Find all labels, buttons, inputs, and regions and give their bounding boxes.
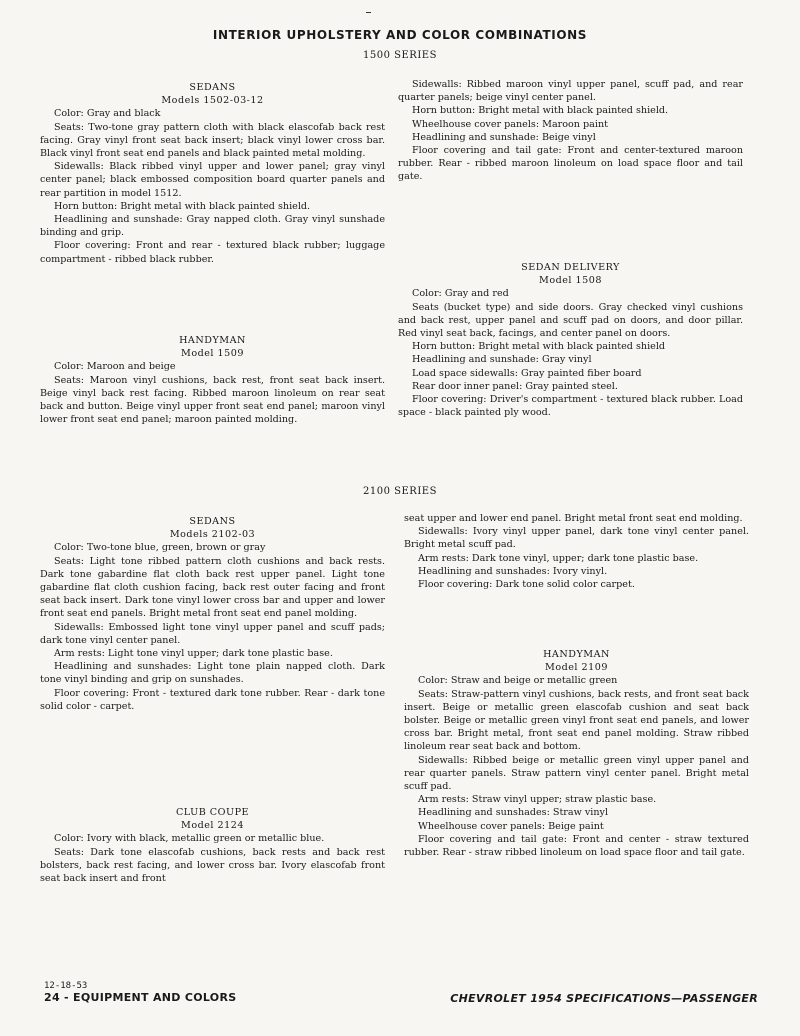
color-line: Color: Ivory with black, metallic green or metallic blue. (54, 833, 325, 845)
model-number: Model 2109 (545, 662, 608, 674)
section-title: HANDYMAN (543, 649, 610, 660)
section-title: SEDAN DELIVERY (521, 262, 620, 273)
headlining-line: Headlining and sunshade: Gray vinyl (412, 354, 592, 366)
seats-paragraph: Seats: Light tone ribbed pattern cloth cushions and back rests. Dark tone gabardine flat cloth back rest upper panel. Light tone gabardine flat cloth cushion facing, back rest outer facing and front seat back insert. Dark tone vinyl lower cross bar and upper and lower front seat end panels. Bright metal front seat end panel molding. (40, 555, 385, 620)
wheelhouse-line: Wheelhouse cover panels: Maroon paint (412, 118, 608, 130)
section-1500-sedan-delivery (398, 261, 743, 419)
load-sidewalls-line: Load space sidewalls: Gray painted fiber board (412, 367, 642, 379)
model-number: Model 2124 (181, 820, 244, 832)
section-2100-club-coupe-continued (404, 512, 749, 591)
floor-line: Floor covering: Dark tone solid color carpet. (418, 579, 635, 591)
arm-rests-line: Arm rests: Straw vinyl upper; straw plastic base. (418, 794, 657, 806)
rear-door-line: Rear door inner panel: Gray painted steel. (412, 380, 618, 392)
page-title: INTERIOR UPHOLSTERY AND COLOR COMBINATIONS (212, 28, 588, 42)
sidewalls-paragraph: Sidewalls: Ribbed beige or metallic green vinyl upper panel and rear quarter panels. Straw pattern vinyl center panel. Bright metal scuff pad. (404, 754, 749, 793)
section-title: HANDYMAN (179, 335, 246, 346)
floor-paragraph: Floor covering: Front - textured dark tone rubber. Rear - dark tone solid color - carpet. (40, 687, 385, 712)
footer-publication-title: CHEVROLET 1954 SPECIFICATIONS—PASSENGER (450, 992, 758, 1005)
section-2100-club-coupe (40, 806, 385, 885)
section-1500-handyman (40, 334, 385, 426)
section-title: SEDANS (189, 516, 236, 527)
section-title: CLUB COUPE (175, 807, 250, 818)
footer-left (44, 981, 236, 1004)
sidewalls-paragraph: Sidewalls: Ribbed maroon vinyl upper panel, scuff pad, and rear quarter panels; beige vinyl center panel. (398, 79, 743, 104)
color-line: Color: Gray and red (412, 288, 509, 300)
color-line: Color: Straw and beige or metallic green (418, 675, 618, 687)
seats-paragraph: Seats: Two-tone gray pattern cloth with black elascofab back rest facing. Gray vinyl front seat back insert; black vinyl lower cross bar. Black vinyl front seat end panels and black painted metal molding. (40, 121, 385, 160)
color-line: Color: Maroon and beige (54, 361, 176, 373)
seats-paragraph: Seats: Dark tone elascofab cushions, back rests and back rest bolsters, back rest facing, and lower cross bar. Ivory elascofab front seat back insert and front (40, 846, 385, 885)
headlining-paragraph: Headlining and sunshade: Gray napped cloth. Gray vinyl sunshade binding and grip. (40, 214, 385, 239)
arm-rests-line: Arm rests: Light tone vinyl upper; dark tone plastic base. (54, 648, 333, 660)
sidewalls-paragraph: Sidewalls: Black ribbed vinyl upper and lower panel; gray vinyl center panel; black embossed composition board quarter panels and rear partition in model 1512. (40, 161, 385, 199)
scan-mark (366, 12, 371, 13)
horn-button-line: Horn button: Bright metal with black painted shield (412, 341, 666, 353)
headlining-paragraph: Headlining and sunshades: Light tone plain napped cloth. Dark tone vinyl binding and grip on sunshades. (40, 661, 385, 686)
seats-paragraph: Seats (bucket type) and side doors. Gray checked vinyl cushions and back rest, upper panel and scuff pad on doors, and door pillar. Red vinyl seat back, facings, and center panel on doors. (398, 301, 743, 340)
horn-button-line: Horn button: Bright metal with black painted shield. (412, 105, 669, 117)
model-number: Model 1508 (539, 275, 602, 287)
section-2100-handyman (404, 648, 749, 859)
seats-paragraph: Seats: Straw-pattern vinyl cushions, back rests, and front seat back insert. Beige or metallic green elascofab cushion and seat back bolster. Beige or metallic green vinyl front seat end panels, and lower cross bar. Bright metal, front seat end panel molding. Straw ribbed linoleum rear seat back and bottom. (404, 688, 749, 753)
wheelhouse-line: Wheelhouse cover panels: Beige paint (418, 820, 604, 832)
section-title: SEDANS (189, 82, 236, 93)
section-2100-sedans (40, 515, 385, 713)
headlining-line: Headlining and sunshades: Straw vinyl (418, 807, 609, 819)
footer-date: 12-18-53 (44, 981, 88, 991)
floor-paragraph: Floor covering and tail gate: Front and center-textured maroon rubber. Rear - ribbed maroon linoleum on load space floor and tail gate. (398, 145, 743, 183)
floor-paragraph: Floor covering: Driver's compartment - textured black rubber. Load space - black painted ply wood. (398, 394, 743, 419)
section-1500-handyman-continued (398, 78, 743, 184)
model-number: Model 1509 (181, 348, 244, 360)
series-heading-1500: 1500 SERIES (363, 50, 437, 61)
color-line: Color: Gray and black (54, 108, 161, 120)
floor-paragraph: Floor covering and tail gate: Front and center - straw textured rubber. Rear - straw ribbed linoleum on load space floor and tail gate. (404, 833, 749, 859)
series-heading-2100: 2100 SERIES (363, 486, 437, 497)
model-number: Models 1502-03-12 (161, 95, 264, 107)
headlining-line: Headlining and sunshade: Beige vinyl (412, 131, 596, 143)
model-number: Models 2102-03 (169, 529, 256, 541)
seats-paragraph: Seats: Maroon vinyl cushions, back rest, front seat back insert. Beige vinyl back rest facing. Ribbed maroon linoleum on rear seat back and button. Beige vinyl upper front seat end panel; maroon vinyl lower front seat end panel; maroon painted molding. (40, 374, 385, 426)
floor-paragraph: Floor covering: Front and rear - textured black rubber; luggage compartment - ribbed black rubber. (40, 240, 385, 265)
sidewalls-paragraph: Sidewalls: Ivory vinyl upper panel, dark tone vinyl center panel. Bright metal scuff pad. (404, 526, 749, 551)
horn-button-line: Horn button: Bright metal with black painted shield. (54, 200, 311, 212)
color-line: Color: Two-tone blue, green, brown or gray (54, 542, 266, 554)
section-1500-sedans (40, 81, 385, 266)
footer-page-label: 24 - EQUIPMENT AND COLORS (44, 991, 237, 1004)
sidewalls-paragraph: Sidewalls: Embossed light tone vinyl upper panel and scuff pads; dark tone vinyl center panel. (40, 621, 385, 646)
headlining-line: Headlining and sunshades: Ivory vinyl. (418, 565, 608, 577)
seats-paragraph-continued: seat upper and lower end panel. Bright metal front seat end molding. (404, 513, 743, 524)
arm-rests-line: Arm rests: Dark tone vinyl, upper; dark tone plastic base. (418, 552, 699, 564)
